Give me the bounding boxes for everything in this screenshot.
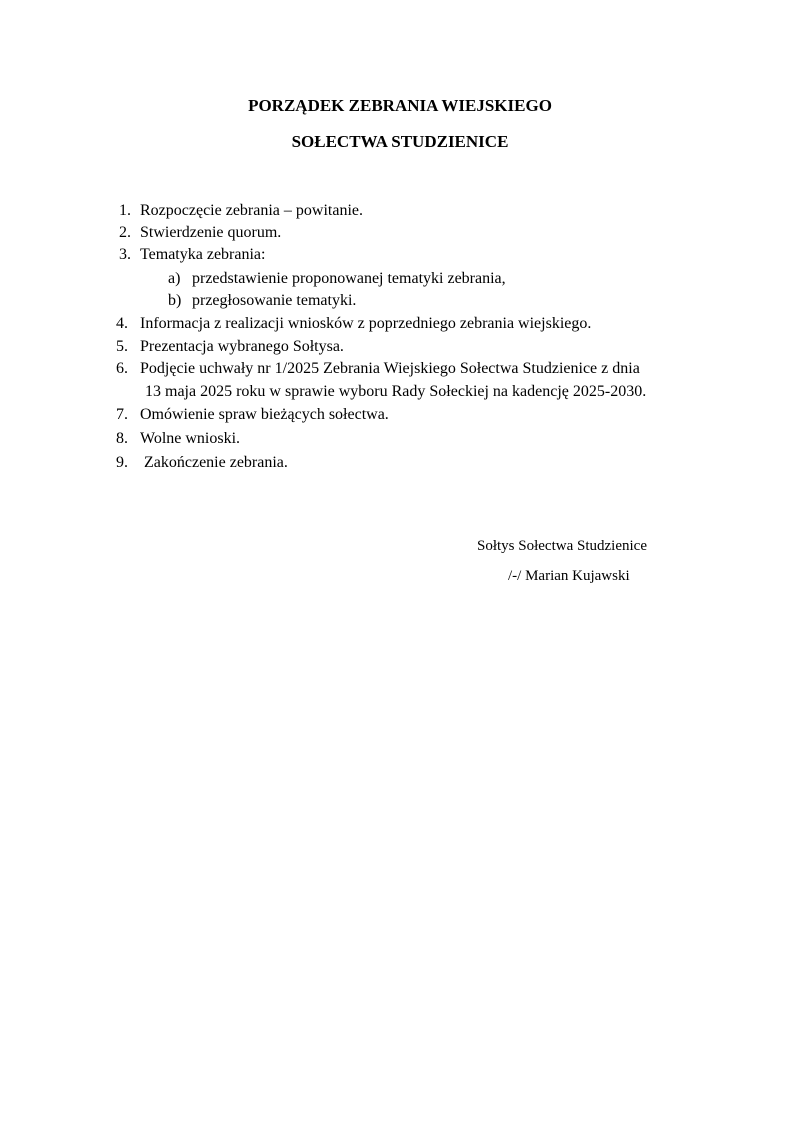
agenda-item-number: 4. <box>116 315 128 332</box>
agenda-item-number: 6. <box>116 360 128 377</box>
signature-role: Sołtys Sołectwa Studzienice <box>477 538 647 554</box>
agenda-item-number: 2. <box>119 224 131 241</box>
document-title: PORZĄDEK ZEBRANIA WIEJSKIEGO <box>248 96 552 115</box>
agenda-item-text: Omówienie spraw bieżących sołectwa. <box>140 406 389 423</box>
agenda-item-number: 3. <box>119 246 131 263</box>
agenda-subitem-letter: a) <box>168 270 181 287</box>
agenda-item-text: Podjęcie uchwały nr 1/2025 Zebrania Wiejskiego Sołectwa Studzienice z dnia <box>140 360 640 377</box>
signature-name: /-/ Marian Kujawski <box>508 568 630 584</box>
agenda-item-number: 8. <box>116 430 128 447</box>
agenda-item-text: Wolne wnioski. <box>140 430 241 447</box>
agenda-subitem-text: przedstawienie proponowanej tematyki zebrania, <box>192 270 506 287</box>
agenda-subitem-letter: b) <box>168 292 182 309</box>
agenda-item-text: Rozpoczęcie zebrania – powitanie. <box>140 202 363 219</box>
agenda-item-text: Stwierdzenie quorum. <box>140 224 282 241</box>
agenda-item-number: 5. <box>116 338 128 355</box>
agenda-item-text: Tematyka zebrania: <box>140 246 266 263</box>
agenda-item-text: Informacja z realizacji wniosków z poprzedniego zebrania wiejskiego. <box>140 315 592 332</box>
agenda-item-text: 13 maja 2025 roku w sprawie wyboru Rady Sołeckiej na kadencję 2025-2030. <box>145 383 647 400</box>
agenda-item-number: 9. <box>116 454 128 471</box>
agenda-item-text: Zakończenie zebrania. <box>144 454 288 471</box>
document-subtitle: SOŁECTWA STUDZIENICE <box>291 132 509 151</box>
agenda-item-number: 7. <box>116 406 128 423</box>
agenda-item-number: 1. <box>119 202 131 219</box>
agenda-item-text: Prezentacja wybranego Sołtysa. <box>140 338 344 355</box>
agenda-subitem-text: przegłosowanie tematyki. <box>192 292 357 309</box>
